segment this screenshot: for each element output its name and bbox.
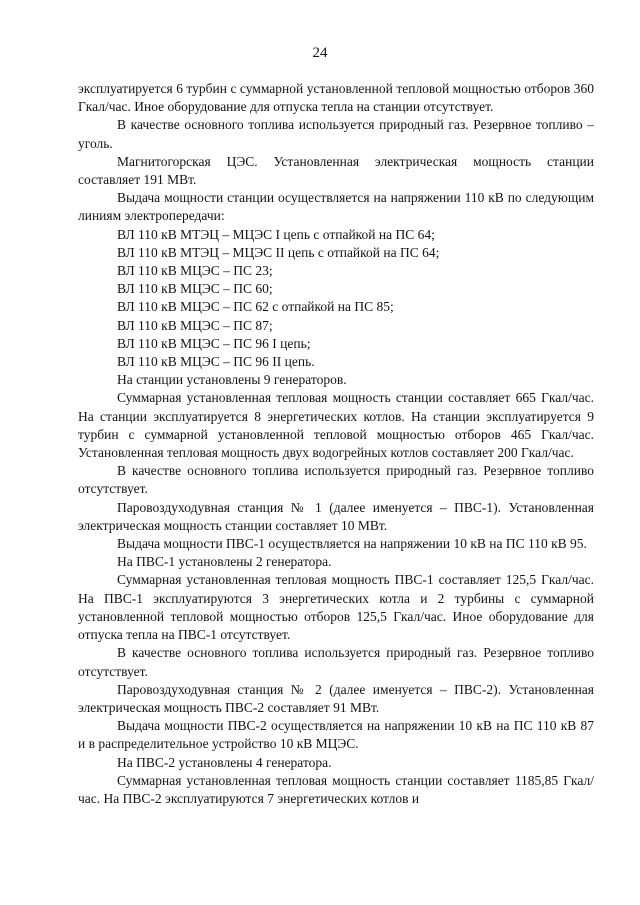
paragraph: Паровоздуходувная станция № 1 (далее именуется – ПВС-1). Установленная электрическая мощность станции составляет 10 МВт.	[78, 499, 594, 533]
page-number: 24	[312, 45, 328, 61]
paragraph: На ПВС-1 установлены 2 генератора.	[117, 554, 332, 570]
paragraph: В качестве основного топлива используется природный газ. Резервное топливо отсутствует.	[78, 463, 594, 497]
power-line-item: ВЛ 110 кВ МЦЭС – ПС 96 II цепь.	[117, 354, 315, 370]
paragraph: Выдача мощности ПВС-2 осуществляется на напряжении 10 кВ на ПС 110 кВ 87 и в распределительное устройство 10 кВ МЦЭС.	[78, 718, 594, 752]
power-line-item: ВЛ 110 кВ МЦЭС – ПС 96 I цепь;	[117, 335, 311, 351]
power-line-item: ВЛ 110 кВ МЦЭС – ПС 23;	[117, 263, 273, 279]
paragraph: В качестве основного топлива используется природный газ. Резервное топливо – уголь.	[78, 117, 594, 151]
paragraph: Суммарная установленная тепловая мощность ПВС-1 составляет 125,5 Гкал/час. На ПВС-1 эксплуатируются 3 энергетических котла и 2 турбины с суммарной установленной тепловой мощностью отборов 125,5 Гкал/час. Иное оборудование для отпуска тепла на ПВС-1 отсутствует.	[78, 572, 594, 643]
power-line-item: ВЛ 110 кВ МЦЭС – ПС 87;	[117, 317, 273, 333]
power-line-item: ВЛ 110 кВ МТЭЦ – МЦЭС I цепь с отпайкой на ПС 64;	[117, 226, 435, 242]
paragraph: На ПВС-2 установлены 4 генератора.	[117, 754, 332, 770]
document-body	[78, 80, 594, 808]
paragraph: Суммарная установленная тепловая мощность станции составляет 665 Гкал/час. На станции эксплуатируется 8 энергетических котлов. На станции эксплуатируется 9 турбин с суммарной установленной тепловой мощностью отборов 465 Гкал/час. Установленная тепловая мощность двух водогрейных котлов составляет 200 Гкал/час.	[78, 390, 594, 461]
power-line-item: ВЛ 110 кВ МЦЭС – ПС 60;	[117, 281, 273, 297]
paragraph: На станции установлены 9 генераторов.	[117, 372, 347, 388]
paragraph: эксплуатируется 6 турбин с суммарной установленной тепловой мощностью отборов 360 Гкал/час. Иное оборудование для отпуска тепла на станции отсутствует.	[78, 81, 594, 115]
power-line-item: ВЛ 110 кВ МТЭЦ – МЦЭС II цепь с отпайкой на ПС 64;	[117, 244, 440, 260]
power-line-item: ВЛ 110 кВ МЦЭС – ПС 62 с отпайкой на ПС 85;	[117, 299, 394, 315]
paragraph: Выдача мощности станции осуществляется на напряжении 110 кВ по следующим линиям электропередачи:	[78, 190, 594, 224]
paragraph: Магнитогорская ЦЭС. Установленная электрическая мощность станции составляет 191 МВт.	[78, 153, 594, 188]
paragraph: Суммарная установленная тепловая мощность станции составляет 1185,85 Гкал/час. На ПВС-2 эксплуатируются 7 энергетических котлов и	[78, 772, 594, 806]
paragraph: Выдача мощности ПВС-1 осуществляется на напряжении 10 кВ на ПС 110 кВ 95.	[117, 536, 587, 552]
paragraph: Паровоздуходувная станция № 2 (далее именуется – ПВС-2). Установленная электрическая мощность ПВС-2 составляет 91 МВт.	[78, 681, 594, 715]
paragraph: В качестве основного топлива используется природный газ. Резервное топливо отсутствует.	[78, 645, 594, 679]
